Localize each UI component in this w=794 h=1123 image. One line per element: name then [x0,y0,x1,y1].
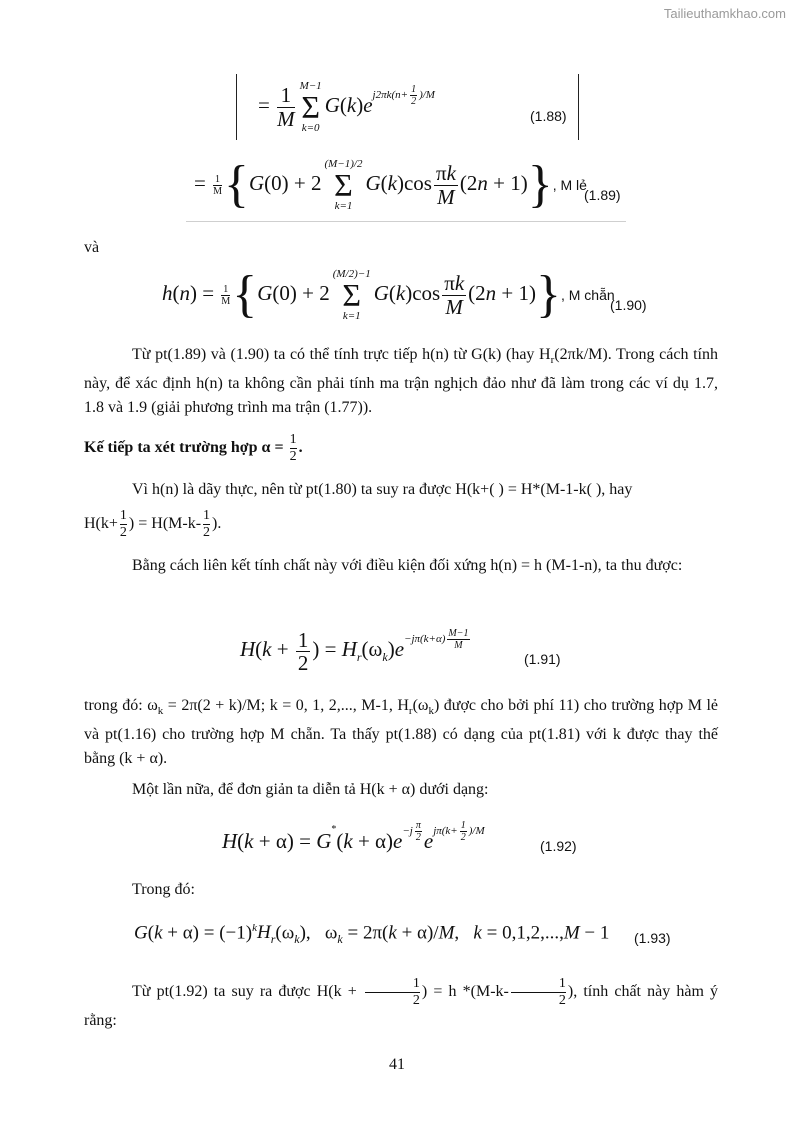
equation-1-89: = $\frac{1}{M}$ {G(0) + 2 (M−1)/2 Σ k=1 G(k)cos $\frac{\pi k}{M}$ (2n + 1)}, M lẻ [194,156,587,213]
paragraph-4-text-a: trong đó: ω [84,697,158,714]
equation-tag: (1.91) [524,651,561,667]
paragraph-2-continued: H(k+ $\frac{1}{2}$ ) = H(M-k- $\frac{1}{2}$ ). [84,508,222,540]
conjunction-text: và [84,239,100,256]
paragraph-6: Trong đó: [132,881,195,898]
paragraph-1: Từ pt(1.89) và (1.90) ta có thể tính trực tiếp h(n) từ G(k) (hay $H_r(2\pi k/M)$. Trong cách tính này, để xác định h(n) ta không cần phải tính ma trận nghịch đảo như đã làm trong các ví dụ 1.7, 1.8 và 1.9 (giải phương trình ma trận (1.77)). [84,346,718,417]
equation-1-90: h(n) = $\frac{1}{M}$ {G(0) + 2 (M/2)−1 Σ k=1 G(k)cos $\frac{\pi k}{M}$ (2n + 1)}, M chẵn [162,266,615,323]
paragraph-5: Một lần nữa, để đơn giản ta diễn tả H(k + α) dưới dạng: [132,781,489,798]
m-odd-label: , M lẻ [552,177,587,193]
paragraph-1-text-b: (2πk/M). Trong cách tính này, để xác định h(n) ta không cần phải tính ma trận nghịch đảo như đã làm trong các ví dụ 1.7, 1.8 và 1.9 (giải phương trình ma trận (1.77)). [84,346,718,417]
paragraph-7-text-a: Từ pt(1.92) ta suy ra được H(k + [132,983,357,1001]
paragraph-7-text-c: ), tính chất này hàm ý rằng: [84,983,719,1029]
m-even-label: , M chẵn [560,287,615,303]
page-number: 41 [389,1056,405,1073]
equation-tag: (1.88) [530,108,567,124]
watermark: Tailieuthamkhao.com [663,6,786,21]
equation-1-91: H(k + $\frac{1}{2}$ ) = $H_r(\omega_k)e^{-j\pi(k+\alpha) \frac{M-1}{M}}$ [240,627,469,675]
paragraph-3: Bằng cách liên kết tính chất này với điều kiện đối xứng h(n) = h (M-1-n), ta thu được: [132,557,683,574]
paragraph-7: Từ pt(1.92) ta suy ra được H(k + $\frac{1}{2}$ ) = h *(M-k- $\frac{1}{2}$ ), tính chất này hàm ý rằng: [84,976,719,1029]
equation-tag: (1.90) [610,297,647,313]
equation-tag: (1.93) [634,930,671,946]
paragraph-2: Vì h(n) là dãy thực, nên từ pt(1.80) ta suy ra được H(k+( ) = H*(M-1-k( ), hay [132,481,633,498]
paragraph-2-text-c: ). [212,515,222,533]
paragraph-7-text-b: ) = h *(M-k- [421,983,509,1001]
paragraph-2-text-b: ) = H(M-k- [128,515,202,533]
margin-rule-right [578,74,579,140]
paragraph-4: trong đó: $\omega_k = 2\pi(2 + k)/M$; k = 0, 1, 2,..., M-1, $H_r(\omega_k)$ được cho bởi phí 11) cho trường hợp M lẻ và pt(1.16) cho trường hợp M chẵn. Ta thấy pt(1.88) có dạng của pt(1.81) với k được thay thế bằng (k + α). [84,697,719,768]
section-heading-text: Kế tiếp ta xét trường hợp α = [84,439,284,457]
equation-tag: (1.92) [540,838,577,854]
equation-1-93: $G(k + \alpha) = (-1)^kH_r(\omega_k)$, $\omega_k = 2\pi(k + \alpha)/M$, k = 0,1,2,...,M − 1 [134,922,610,947]
paragraph-2-text-a: H(k+ [84,515,118,533]
section-heading: Kế tiếp ta xét trường hợp α = $\frac{1}{2}$ . [84,432,303,464]
margin-rule-left [236,74,237,140]
equation-1-92: $H(k + \alpha) = G^*(k + \alpha)e^{-j \frac{\pi}{2}}$ $e^{j\pi(k+ \frac{1}{2} )/M}$ [222,820,485,854]
paragraph-4-text-b: = 2π(2 + k)/M; k = 0, 1, 2,..., M-1, H [163,697,409,714]
equation-underline [186,221,626,222]
paragraph-4-text-d: ) được cho bởi phí 11) cho trường hợp M lẻ và pt(1.16) cho trường hợp M chẵn. Ta thấy pt(1.88) có dạng của pt(1.81) với k được thay thế bằng (k + α). [84,697,719,768]
paragraph-4-text-c: (ω [412,697,429,714]
equation-tag: (1.89) [584,187,621,203]
paragraph-1-text-a: Từ pt(1.89) và (1.90) ta có thể tính trực tiếp h(n) từ G(k) (hay H [132,346,551,363]
equation-1-88: = $\frac{1}{M}$ M−1 Σ k=0 $G(k)e^{j2\pi k(n+ \frac{1}{2} )/M}$ [258,80,435,134]
